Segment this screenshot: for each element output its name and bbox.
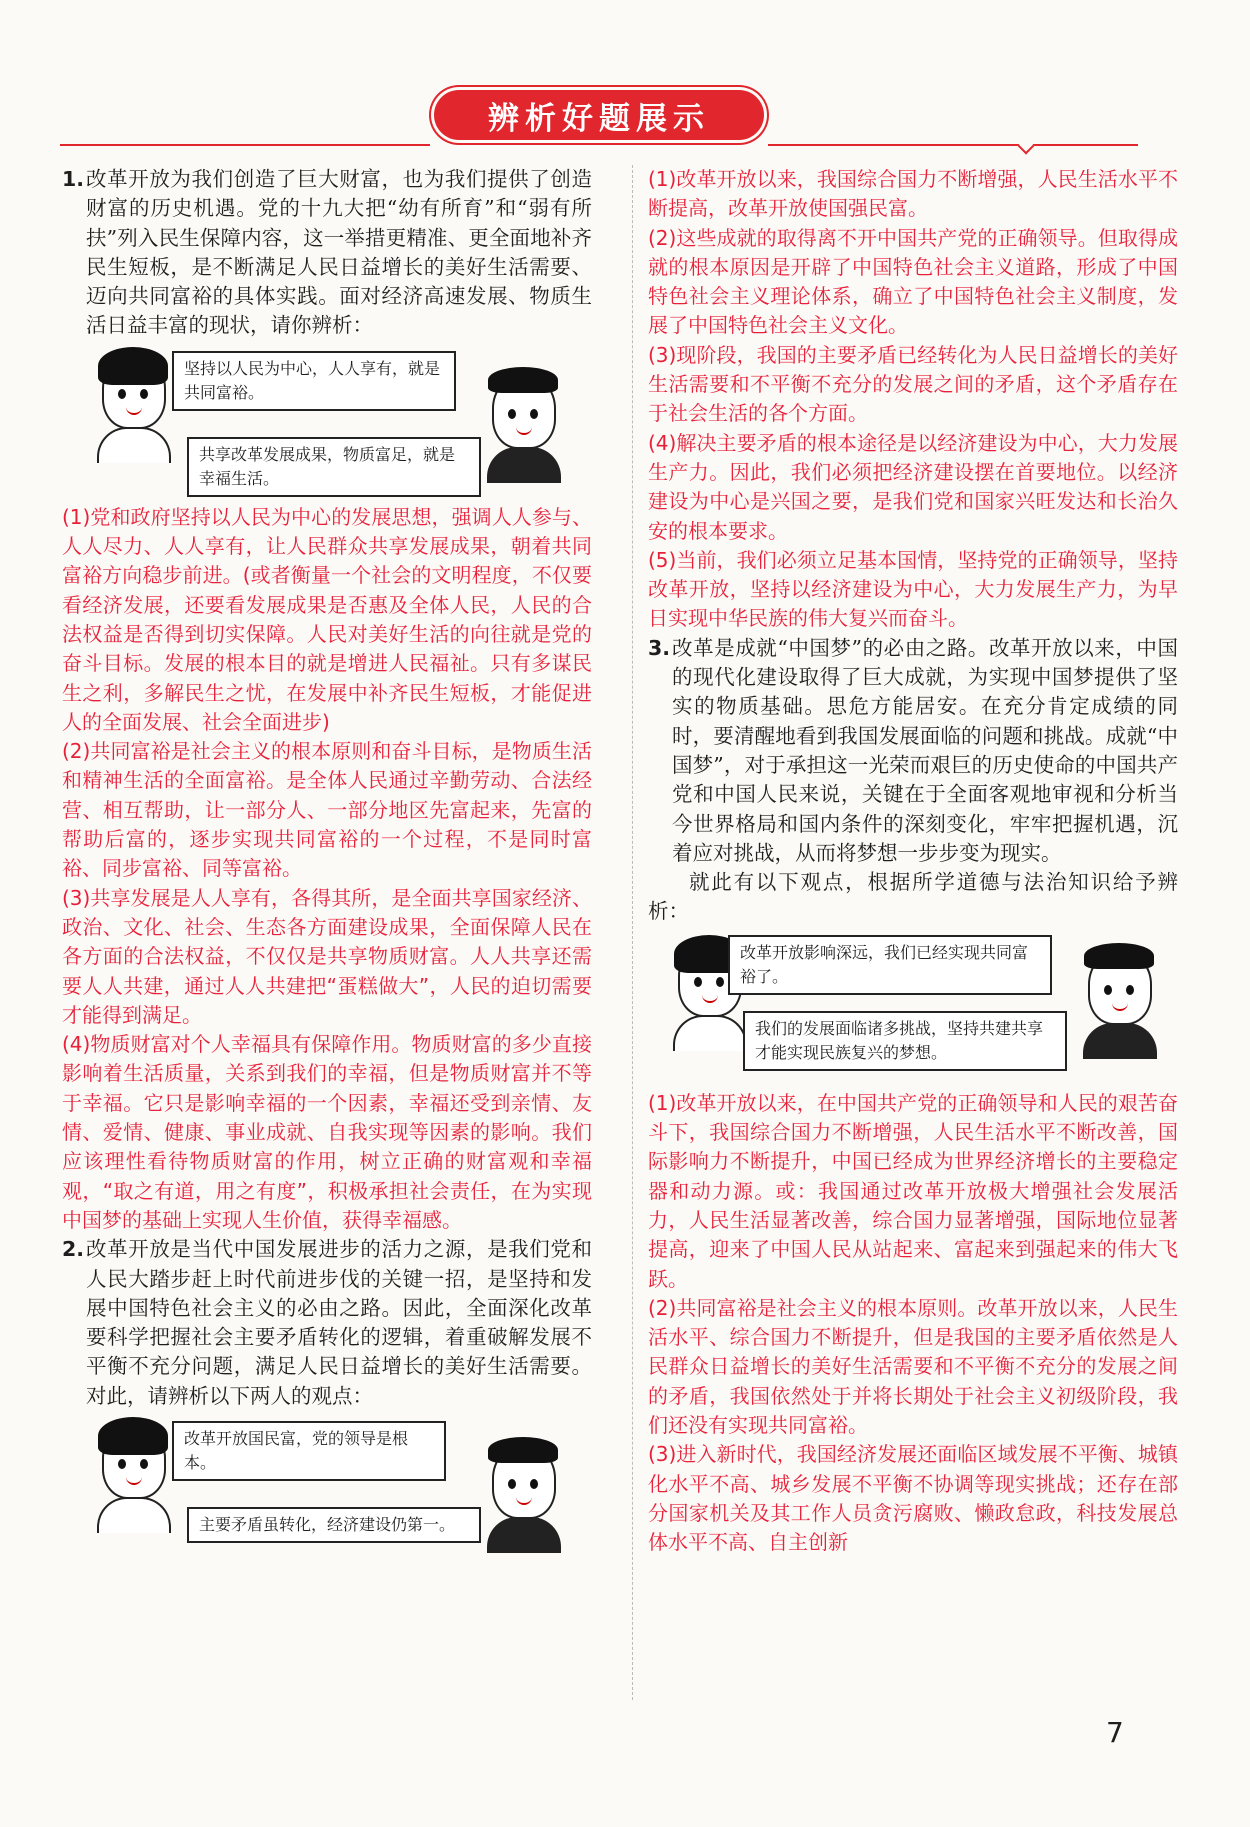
q1-answer-1: (1)党和政府坚持以人民为中心的发展思想，强调人人参与、人人尽力、人人享有，让人民群众共享发展成果，朝着共同富裕方向稳步前进。(或者衡量一个社会的文明程度，不仅要看经济发展，还要看发展成果是否惠及全体人民，人民的合法权益是否得到切实保障。人民对美好生活的向往就是党的奋斗目标。发展的根本目的就是增进人民福祉。只有多谋民生之利，多解民生之忧，在发展中补齐民生短板，才能促进人的全面发展、社会全面进步) [62, 504, 592, 734]
boy-body [1083, 1023, 1157, 1059]
question-1-illustration [62, 345, 592, 495]
page-number: 7 [1106, 1716, 1124, 1749]
q2-answer-5: (5)当前，我们必须立足基本国情，坚持党的正确领导，坚持改革开放，坚持以经济建设为中心，大力发展生产力，为早日实现中华民族的伟大复兴而奋斗。 [648, 547, 1178, 631]
girl-body [97, 427, 171, 463]
boy-avatar [492, 1445, 556, 1519]
q2-answer-3: (3)现阶段，我国的主要矛盾已经转化为人民日益增长的美好生活需要和不平衡不充分的发展之间的矛盾，这个矛盾存在于社会生活的各个方面。 [648, 342, 1178, 426]
speech-bubble-girl: 坚持以人民为中心，人人享有，就是共同富裕。 [172, 351, 456, 411]
question-1-text: 改革开放为我们创造了巨大财富，也为我们提供了创造财富的历史机遇。党的十九大把“幼有所育”和“弱有所扶”列入民生保障内容，这一举措更精准、更全面地补齐民生短板，是不断满足人民日益增长的美好生活需要、迈向共同富裕的具体实践。面对经济高速发展、物质生活日益丰富的现状，请你辨析： [86, 167, 592, 338]
boy-avatar [492, 375, 556, 449]
girl-avatar [102, 355, 166, 429]
q1-answer-2: (2)共同富裕是社会主义的根本原则和奋斗目标，是物质生活和精神生活的全面富裕。是全体人民通过辛勤劳动、合法经营、相互帮助，让一部分人、一部分地区先富起来，先富的帮助后富的，逐步实现共同富裕的一个过程，不是同时富裕、同步富裕、同等富裕。 [62, 739, 592, 881]
q1-answer-4: (4)物质财富对个人幸福具有保障作用。物质财富的多少直接影响着生活质量，关系到我们的幸福，但是物质财富并不等于幸福。它只是影响幸福的一个因素，幸福还受到亲情、友情、爱情、健康、事业成就、自我实现等因素的影响。我们应该理性看待物质财富的作用，树立正确的财富观和幸福观，“取之有道，用之有度”，积极承担社会责任，在为实现中国梦的基础上实现人生价值，获得幸福感。 [62, 1032, 592, 1232]
girl-avatar [102, 1425, 166, 1499]
title-rule-notch [1018, 138, 1035, 155]
section-title-banner [434, 90, 764, 140]
question-2 [62, 1235, 592, 1411]
q3-answer-3: (3)进入新时代，我国经济发展还面临区域发展不平衡、城镇化水平不高、城乡发展不平衡不协调等现实挑战；还存在部分国家机关及其工作人员贪污腐败、懒政怠政，科技发展总体水平不高、自主创新 [648, 1442, 1178, 1555]
question-1 [62, 165, 592, 341]
speech-bubble-girl: 改革开放国民富，党的领导是根本。 [172, 1421, 446, 1481]
q2-answer-2: (2)这些成就的取得离不开中国共产党的正确领导。但取得成就的根本原因是开辟了中国特色社会主义道路，形成了中国特色社会主义理论体系，确立了中国特色社会主义制度，发展了中国特色社会主义文化。 [648, 225, 1178, 338]
question-3-number: 3. [648, 635, 671, 660]
q3-answer-2: (2)共同富裕是社会主义的根本原则。改革开放以来，人民生活水平、综合国力不断提升，但是我国的主要矛盾依然是人民群众日益增长的美好生活需要和不平衡不充分的发展之间的矛盾，我国依然处于并将长期处于社会主义初级阶段，我们还没有实现共同富裕。 [648, 1295, 1178, 1437]
q2-answer-4: (4)解决主要矛盾的根本途径是以经济建设为中心，大力发展生产力。因此，我们必须把经济建设摆在首要地位。以经济建设为中心是兴国之要，是我们党和国家兴旺发达和长治久安的根本要求。 [648, 430, 1178, 543]
section-title: 辨析好题展示 [488, 100, 710, 137]
question-2-illustration [62, 1415, 592, 1565]
boy-body [487, 1517, 561, 1553]
title-rule-right [768, 144, 1138, 146]
q3-answer-1: (1)改革开放以来，在中国共产党的正确领导和人民的艰苦奋斗下，我国综合国力不断增强，人民生活水平不断改善，国际影响力不断提升，中国已经成为世界经济增长的主要稳定器和动力源。或：我国通过改革开放极大增强社会发展活力，人民生活显著改善，综合国力显著增强，国际地位显著提高，迎来了中国人民从站起来、富起来到强起来的伟大飞跃。 [648, 1090, 1178, 1291]
girl-body [97, 1497, 171, 1533]
question-3-prompt: 就此有以下观点，根据所学道德与法治知识给予辨析： [648, 870, 1178, 924]
boy-body [487, 447, 561, 483]
q1-answer-3: (3)共享发展是人人享有，各得其所，是全面共享国家经济、政治、文化、社会、生态各方面建设成果，全面保障人民在各方面的合法权益，不仅仅是共享物质财富。人人共享还需要人人共建，通过人人共建把“蛋糕做大”，人民的迫切需要才能得到满足。 [62, 885, 592, 1027]
boy-avatar [1088, 951, 1152, 1025]
question-2-text: 改革开放是当代中国发展进步的活力之源，是我们党和人民大踏步赶上时代前进步伐的关键一招，是坚持和发展中国特色社会主义的必由之路。因此，全面深化改革要科学把握社会主要矛盾转化的逻辑，着重破解发展不平衡不充分问题，满足人民日益增长的美好生活需要。对此，请辨析以下两人的观点： [86, 1237, 592, 1408]
question-3 [648, 634, 1178, 868]
speech-bubble-boy: 我们的发展面临诸多挑战，坚持共建共享才能实现民族复兴的梦想。 [743, 1011, 1067, 1071]
speech-bubble-boy: 主要矛盾虽转化，经济建设仍第一。 [187, 1507, 481, 1543]
right-column [648, 165, 1178, 1557]
speech-bubble-girl: 改革开放影响深远，我们已经实现共同富裕了。 [728, 935, 1052, 995]
question-3-text: 改革是成就“中国梦”的必由之路。改革开放以来，中国的现代化建设取得了巨大成就，为实现中国梦提供了坚实的物质基础。思危方能居安。在充分肯定成绩的同时，要清醒地看到我国发展面临的问题和挑战。成就“中国梦”，对于承担这一光荣而艰巨的历史使命的中国共产党和中国人民来说，关键在于全面客观地审视和分析当今世界格局和国内条件的深刻变化，牢牢把握机遇，沉着应对挑战，从而将梦想一步步变为现实。 [672, 635, 1178, 865]
speech-bubble-boy: 共享改革发展成果，物质富足，就是幸福生活。 [187, 437, 481, 497]
girl-body [673, 1015, 747, 1051]
question-3-illustration [648, 931, 1178, 1081]
question-2-number: 2. [62, 1237, 85, 1262]
question-1-number: 1. [62, 167, 85, 191]
column-divider [632, 165, 633, 1700]
q2-answer-1: (1)改革开放以来，我国综合国力不断增强，人民生活水平不断提高，改革开放使国强民富。 [648, 167, 1178, 221]
title-rule-left [60, 144, 430, 146]
left-column [62, 165, 592, 1573]
